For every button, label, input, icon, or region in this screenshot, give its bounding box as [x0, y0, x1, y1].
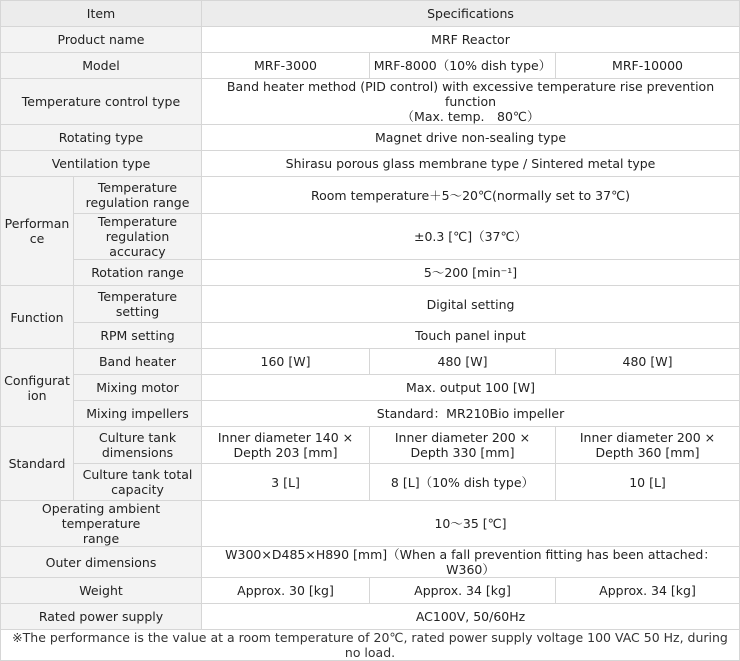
row-ventilation-type: [1, 151, 740, 177]
product-name-value: MRF Reactor: [202, 27, 740, 53]
band-heater-value-3: 480 [W]: [556, 349, 740, 375]
weight-value-1: Approx. 30 [kg]: [202, 578, 370, 604]
temperature-control-label: Temperature control type: [1, 79, 202, 125]
rotating-type-value: Magnet drive non-sealing type: [202, 125, 740, 151]
regulation-range-label: Temperature regulation range: [74, 177, 202, 214]
band-heater-value-2: 480 [W]: [370, 349, 556, 375]
weight-value-3: Approx. 34 [kg]: [556, 578, 740, 604]
temperature-setting-label: Temperature setting: [74, 286, 202, 323]
row-rpm-setting: [1, 323, 740, 349]
row-ambient-temperature: [1, 501, 740, 547]
configuration-group-label: Configurat ion: [1, 349, 74, 427]
tank-capacity-value-2: 8 [L]（10% dish type）: [370, 464, 556, 501]
band-heater-value-1: 160 [W]: [202, 349, 370, 375]
row-rotation-range: [1, 260, 740, 286]
rated-power-value: AC100V, 50/60Hz: [202, 604, 740, 630]
standard-group-label: Standard: [1, 427, 74, 501]
ventilation-type-value: Shirasu porous glass membrane type / Sintered metal type: [202, 151, 740, 177]
rotating-type-label: Rotating type: [1, 125, 202, 151]
row-band-heater: [1, 349, 740, 375]
rated-power-label: Rated power supply: [1, 604, 202, 630]
model-value-1: MRF-3000: [202, 53, 370, 79]
outer-dimensions-label: Outer dimensions: [1, 547, 202, 578]
performance-group-label: Performan ce: [1, 177, 74, 286]
tank-dimensions-label: Culture tank dimensions: [74, 427, 202, 464]
header-item: Item: [1, 1, 202, 27]
regulation-accuracy-label: Temperature regulation accuracy: [74, 214, 202, 260]
header-row: [1, 1, 740, 27]
mixing-motor-value: Max. output 100 [W]: [202, 375, 740, 401]
weight-value-2: Approx. 34 [kg]: [370, 578, 556, 604]
model-value-3: MRF-10000: [556, 53, 740, 79]
rpm-setting-value: Touch panel input: [202, 323, 740, 349]
product-name-label: Product name: [1, 27, 202, 53]
tank-capacity-value-1: 3 [L]: [202, 464, 370, 501]
row-outer-dimensions: [1, 547, 740, 578]
row-mixing-motor: [1, 375, 740, 401]
row-tank-capacity: [1, 464, 740, 501]
row-regulation-accuracy: [1, 214, 740, 260]
footnote: ※The performance is the value at a room temperature of 20℃, rated power supply voltage 100 VAC 50 Hz, during no load.: [1, 630, 740, 661]
tank-dimensions-value-1: Inner diameter 140 × Depth 203 [mm]: [202, 427, 370, 464]
ambient-temperature-value: 10～35 [℃]: [202, 501, 740, 547]
temperature-control-value: Band heater method (PID control) with excessive temperature rise prevention function （Max. temp. 80℃）: [202, 79, 740, 125]
function-group-label: Function: [1, 286, 74, 349]
mixing-impellers-label: Mixing impellers: [74, 401, 202, 427]
temperature-setting-value: Digital setting: [202, 286, 740, 323]
row-footnote: [1, 630, 740, 661]
rpm-setting-label: RPM setting: [74, 323, 202, 349]
tank-capacity-value-3: 10 [L]: [556, 464, 740, 501]
row-product-name: [1, 27, 740, 53]
ventilation-type-label: Ventilation type: [1, 151, 202, 177]
band-heater-label: Band heater: [74, 349, 202, 375]
regulation-range-value: Room temperature＋5～20℃(normally set to 37℃): [202, 177, 740, 214]
row-regulation-range: [1, 177, 740, 214]
row-rated-power: [1, 604, 740, 630]
row-mixing-impellers: [1, 401, 740, 427]
outer-dimensions-value: W300×D485×H890 [mm]（When a fall prevention fitting has been attached：W360）: [202, 547, 740, 578]
row-temperature-setting: [1, 286, 740, 323]
mixing-impellers-value: Standard：MR210Bio impeller: [202, 401, 740, 427]
tank-capacity-label: Culture tank total capacity: [74, 464, 202, 501]
rotation-range-value: 5～200 [min⁻¹]: [202, 260, 740, 286]
row-rotating-type: [1, 125, 740, 151]
tank-dimensions-value-3: Inner diameter 200 × Depth 360 [mm]: [556, 427, 740, 464]
rotation-range-label: Rotation range: [74, 260, 202, 286]
ambient-temperature-label: Operating ambient temperature range: [1, 501, 202, 547]
header-specifications: Specifications: [202, 1, 740, 27]
model-value-2: MRF-8000（10% dish type）: [370, 53, 556, 79]
tank-dimensions-value-2: Inner diameter 200 × Depth 330 [mm]: [370, 427, 556, 464]
model-label: Model: [1, 53, 202, 79]
row-weight: [1, 578, 740, 604]
mixing-motor-label: Mixing motor: [74, 375, 202, 401]
regulation-accuracy-value: ±0.3 [℃]（37℃）: [202, 214, 740, 260]
row-model: [1, 53, 740, 79]
row-temperature-control: [1, 79, 740, 125]
row-tank-dimensions: [1, 427, 740, 464]
weight-label: Weight: [1, 578, 202, 604]
